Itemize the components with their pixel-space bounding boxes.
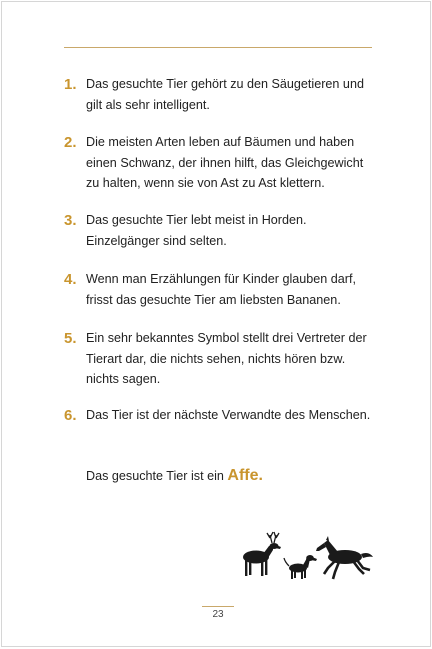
clue-3 (64, 210, 384, 251)
clue-4 (64, 269, 384, 310)
top-divider (64, 47, 372, 48)
clue-1 (64, 74, 384, 115)
clue-5 (64, 328, 384, 390)
clue-2 (64, 132, 384, 194)
clue-number: 5. (64, 330, 77, 347)
clue-number: 4. (64, 271, 77, 288)
clue-text: Ein sehr bekanntes Symbol stellt drei Vertreter der Tierart dar, die nichts sehen, nichts hören bzw. nichts sagen. (86, 331, 367, 386)
answer-word: Affe. (227, 467, 263, 484)
deer-icon (240, 532, 281, 576)
horse-icon (316, 536, 373, 579)
page-number: 23 (212, 609, 224, 620)
bottom-divider (202, 606, 234, 607)
clue-number: 2. (64, 134, 77, 151)
clue-text: Die meisten Arten leben auf Bäumen und haben einen Schwanz, der ihnen hilft, das Gleichgewicht zu halten, wenn sie von Ast zu Ast klettern. (86, 135, 364, 190)
clue-text: Das gesuchte Tier gehört zu den Säugetieren und gilt als sehr intelligent. (86, 77, 364, 112)
answer-prefix: Das gesuchte Tier ist ein (86, 469, 228, 483)
clue-number: 1. (64, 76, 77, 93)
book-page (1, 1, 431, 647)
clue-text: Das gesuchte Tier lebt meist in Horden. Einzelgänger sind selten. (86, 213, 307, 248)
animal-silhouettes (236, 530, 376, 586)
clue-6 (64, 405, 384, 426)
clue-text: Das Tier ist der nächste Verwandte des Menschen. (86, 408, 371, 422)
clue-text: Wenn man Erzählungen für Kinder glauben darf, frisst das gesuchte Tier am liebsten Bananen. (86, 272, 357, 307)
clue-number: 3. (64, 212, 77, 229)
answer-line (86, 465, 263, 487)
dog-icon (284, 555, 317, 579)
clue-number: 6. (64, 407, 77, 424)
